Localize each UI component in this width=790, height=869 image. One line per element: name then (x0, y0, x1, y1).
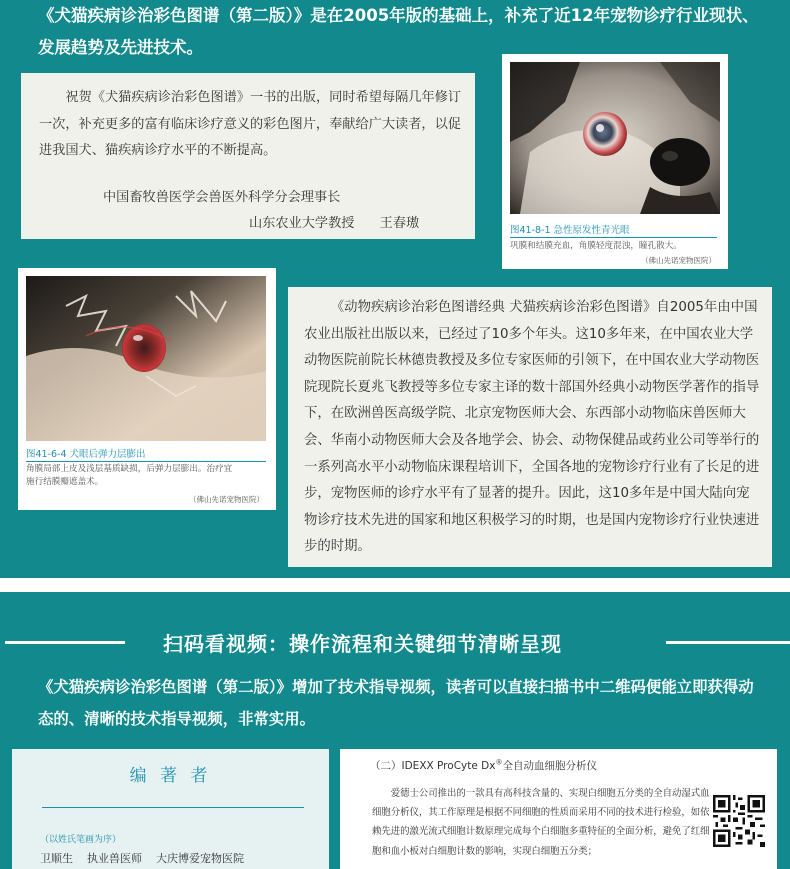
quote-signature-name: 王春璈 (379, 216, 420, 231)
photo2-caption-title: 图41-6-4 犬眼后弹力层膨出 (26, 449, 146, 460)
editors-title: 编 著 者 (129, 766, 212, 786)
main-paragraph: 《动物疾病诊治彩色图谱经典 犬猫疾病诊治彩色图谱》自2005年由中国农业出版社出版以来，已经过了10多个年头。这10多年来，在中国农业大学动物医院前院长林德贵教授及多位专家医师的引领下，在中国农业大学动物医院现院长夏兆飞教授等多位专家主译的数十部国外经典小动物医学著作的指导下，在欧洲兽医高级学院、北京宠物医师大会、东西部小动物临床兽医师大会、华南小动物医师大会及各地学会、协会、动物保健品或药业公司等举行的一系列高水平小动物临床课程培训下，全国各地的宠物诊疗行业有了长足的进步，宠物医师的诊疗水平有了显著的提升。因此，这10多年是中国大陆向宠物诊疗技术先进的国家和地区积极学习的时期，也是国内宠物诊疗行业快速进步的时期。 (304, 300, 760, 555)
descemetocele-photo (26, 276, 266, 441)
photo2-caption-body-2: 施行结膜瓣遮盖术。 (26, 477, 104, 487)
photo-card-glaucoma (502, 54, 728, 269)
idexx-heading-main: （二）IDEXX ProCyte Dx (370, 760, 496, 772)
photo1-caption-title: 图41-8-1 急性原发性青光眼 (510, 225, 630, 236)
photo-card-descemetocele (18, 268, 276, 510)
photo2-caption-source: （佛山先诺宠物医院） (189, 495, 264, 504)
quote-signature-line (249, 212, 419, 231)
qr-code-icon[interactable] (713, 795, 765, 847)
idexx-sample-page (340, 749, 777, 869)
editors-card (12, 749, 329, 869)
video-section-heading (0, 628, 790, 656)
quote-text: 祝贺《犬猫疾病诊治彩色图谱》一书的出版，同时希望每隔几年修订一次，补充更多的富有临床诊疗意义的彩色图片，奉献给广大读者，以促进我国犬、猫疾病诊疗水平的不断提高。 (39, 90, 462, 158)
editors-rule (42, 807, 304, 808)
editors-first-entry: 卫顺生 执业兽医师 大庆博爱宠物医院 (40, 852, 244, 865)
photo2-caption-rule (26, 461, 266, 462)
video-paragraph: 《犬猫疾病诊治彩色图谱（第二版）》增加了技术指导视频，读者可以直接扫描书中二维码便能立即获得动态的、清晰的技术指导视频，非常实用。 (38, 678, 754, 728)
photo1-caption-body: 巩膜和结膜充血，角膜轻度混浊，瞳孔散大。 (510, 241, 682, 251)
heading-rule-left (5, 641, 125, 644)
idexx-paragraph: 爱德士公司推出的一款具有高科技含量的、实现白细胞五分类的全自动湿式血细胞分析仪，其工作原理是根据不同细胞的性质而采用不同的技术进行检验，如依赖先进的激光流式细胞计数原理完成每个白细胞多重特征的全面分析，避免了红细胞和血小板对白细胞计数的影响，实现白细胞五分类； (372, 788, 710, 857)
quote-signature-title: 中国畜牧兽医学会兽医外科学分会理事长 (103, 190, 341, 205)
video-heading-text: 扫码看视频：操作流程和关键细节清晰呈现 (163, 632, 562, 656)
photo1-caption-rule (510, 237, 717, 238)
editors-order-note: （以姓氏笔画为序） (40, 835, 122, 845)
idexx-heading-registered: ® (495, 758, 503, 767)
main-text-card (288, 287, 772, 567)
quote-signature-affiliation: 山东农业大学教授 (249, 216, 355, 231)
quote-card (21, 73, 475, 239)
idexx-heading (370, 758, 597, 773)
dog-eye-photo (510, 62, 720, 214)
section-divider (0, 578, 790, 592)
heading-rule-right (666, 641, 790, 644)
photo1-caption-source: （佛山先诺宠物医院） (641, 256, 716, 265)
intro-paragraph: 《犬猫疾病诊治彩色图谱（第二版）》是在2005年版的基础上，补充了近12年宠物诊疗行业现状、发展趋势及先进技术。 (38, 6, 759, 57)
idexx-heading-tail: 全自动血细胞分析仪 (502, 760, 597, 772)
photo2-caption-body-1: 角膜局部上皮及浅层基质缺损，后弹力层膨出。治疗宜 (26, 464, 233, 474)
